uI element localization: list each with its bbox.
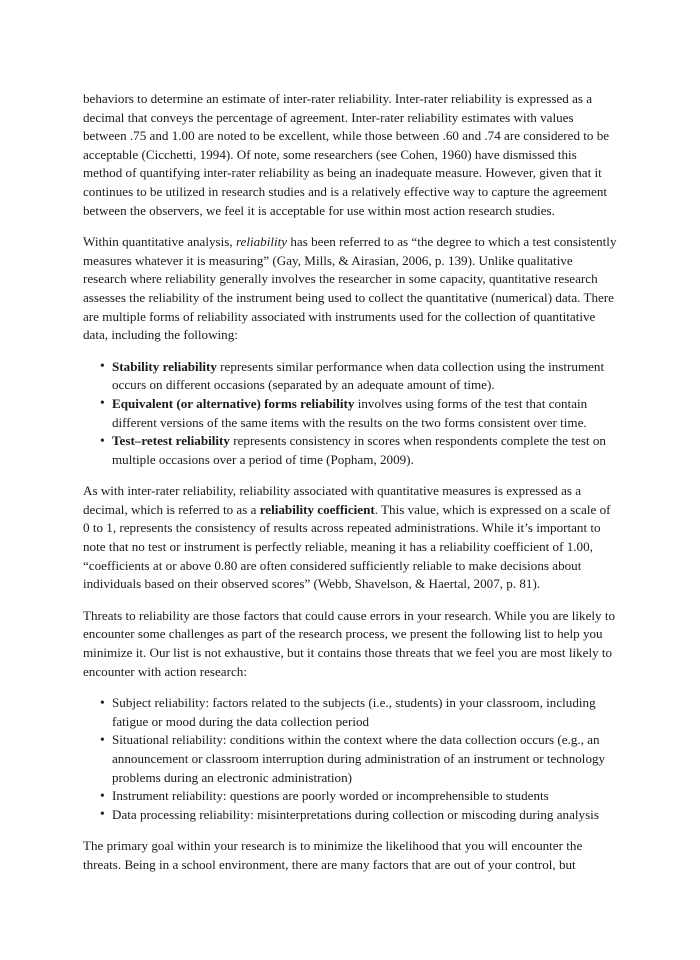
list-item <box>83 432 618 469</box>
document-body <box>83 90 618 875</box>
list-item <box>83 395 618 432</box>
list-item-term: Stability reliability <box>112 358 217 374</box>
list-item-description: represents similar performance when data collection using the instrument occurs on different occasions (separated by an adequate amount of time). <box>112 358 605 393</box>
list-item-description: involves using forms of the test that contain different versions of the same items with the results on the two forms consistent over time. <box>112 395 588 430</box>
list-item-term: Equivalent (or alternative) forms reliability <box>112 395 355 411</box>
paragraph-threats-intro: Threats to reliability are those factors that could cause errors in your research. While you are likely to encounter some challenges as part of the research process, we present the following list to help you minimize it. Our list is not exhaustive, but it contains those threats that we feel you are most likely to encounter with action research: <box>83 607 616 679</box>
list-item: • Data processing reliability: misinterpretations during collection or miscoding during analysis <box>83 806 618 825</box>
paragraph-reliability-coefficient-part1: As with inter-rater reliability, reliability associated with quantitative measures is expressed as a decimal, which is referred to as a <box>83 483 582 517</box>
list-reliability-forms <box>83 358 618 470</box>
paragraph-primary-goal: The primary goal within your research is to minimize the likelihood that you will encounter the threats. Being in a school environment, there are many factors that are out of your control, but <box>83 838 583 872</box>
paragraph-quantitative-reliability-part1: Within quantitative analysis, <box>83 234 236 250</box>
list-item: • Situational reliability: conditions within the context where the data collection occurs (e.g., an announcement or classroom interruption during administration of an instrument or technology problems during an electronic administration) <box>83 731 618 787</box>
paragraph-inter-rater-reliability: behaviors to determine an estimate of inter-rater reliability. Inter-rater reliability is expressed as a decimal that conveys the percentage of agreement. Inter-rater reliability estimates with values between .75 and 1.00 are noted to be excellent, while those between .60 and .74 are considered to be acceptable (Cicchetti, 1994). Of note, some researchers (see Cohen, 1960) have dismissed this method of quantifying inter-rater reliability as being an inadequate measure. However, given that it continues to be utilized in research studies and is a relatively effective way to capture the agreement between the observers, we feel it is acceptable for use within most action research studies. <box>83 91 610 218</box>
paragraph-reliability-coefficient-part2: . This value, which is expressed on a scale of 0 to 1, represents the consistency of results across repeated administrations. While it’s important to note that no test or instrument is perfectly reliable, meaning it has a reliability coefficient of 1.00, “coefficients at or above 0.80 are often considered sufficiently reliable to make decisions about individuals based on their observed scores” (Webb, Shavelson, & Haertal, 2007, p. 81). <box>83 501 611 592</box>
list-item-description: represents consistency in scores when respondents complete the test on multiple occasions over a period of time (Popham, 2009). <box>112 433 606 467</box>
list-item: • Instrument reliability: questions are poorly worded or incomprehensible to students <box>83 787 618 806</box>
list-threats <box>83 694 618 824</box>
emphasis-reliability: reliability <box>235 234 288 250</box>
list-item: • Subject reliability: factors related to the subjects (i.e., students) in your classroom, including fatigue or mood during the data collection period <box>83 694 618 731</box>
list-item <box>83 358 618 395</box>
list-item-term: Test–retest reliability <box>112 433 230 449</box>
paragraph-quantitative-reliability <box>83 233 618 345</box>
paragraph-reliability-coefficient <box>83 482 618 594</box>
paragraph-quantitative-reliability-part2: has been referred to as “the degree to which a test consistently measures whatever it is measuring” (Gay, Mills, & Airasian, 2006, p. 139). Unlike qualitative research where reliability generally involves the researcher in some capacity, quantitative research assesses the reliability of the instrument being used to collect the quantitative (numerical) data. There are multiple forms of reliability associated with instruments used for the collection of quantitative data, including the following: <box>83 234 617 343</box>
emphasis-reliability-coefficient: reliability coefficient <box>259 501 375 517</box>
